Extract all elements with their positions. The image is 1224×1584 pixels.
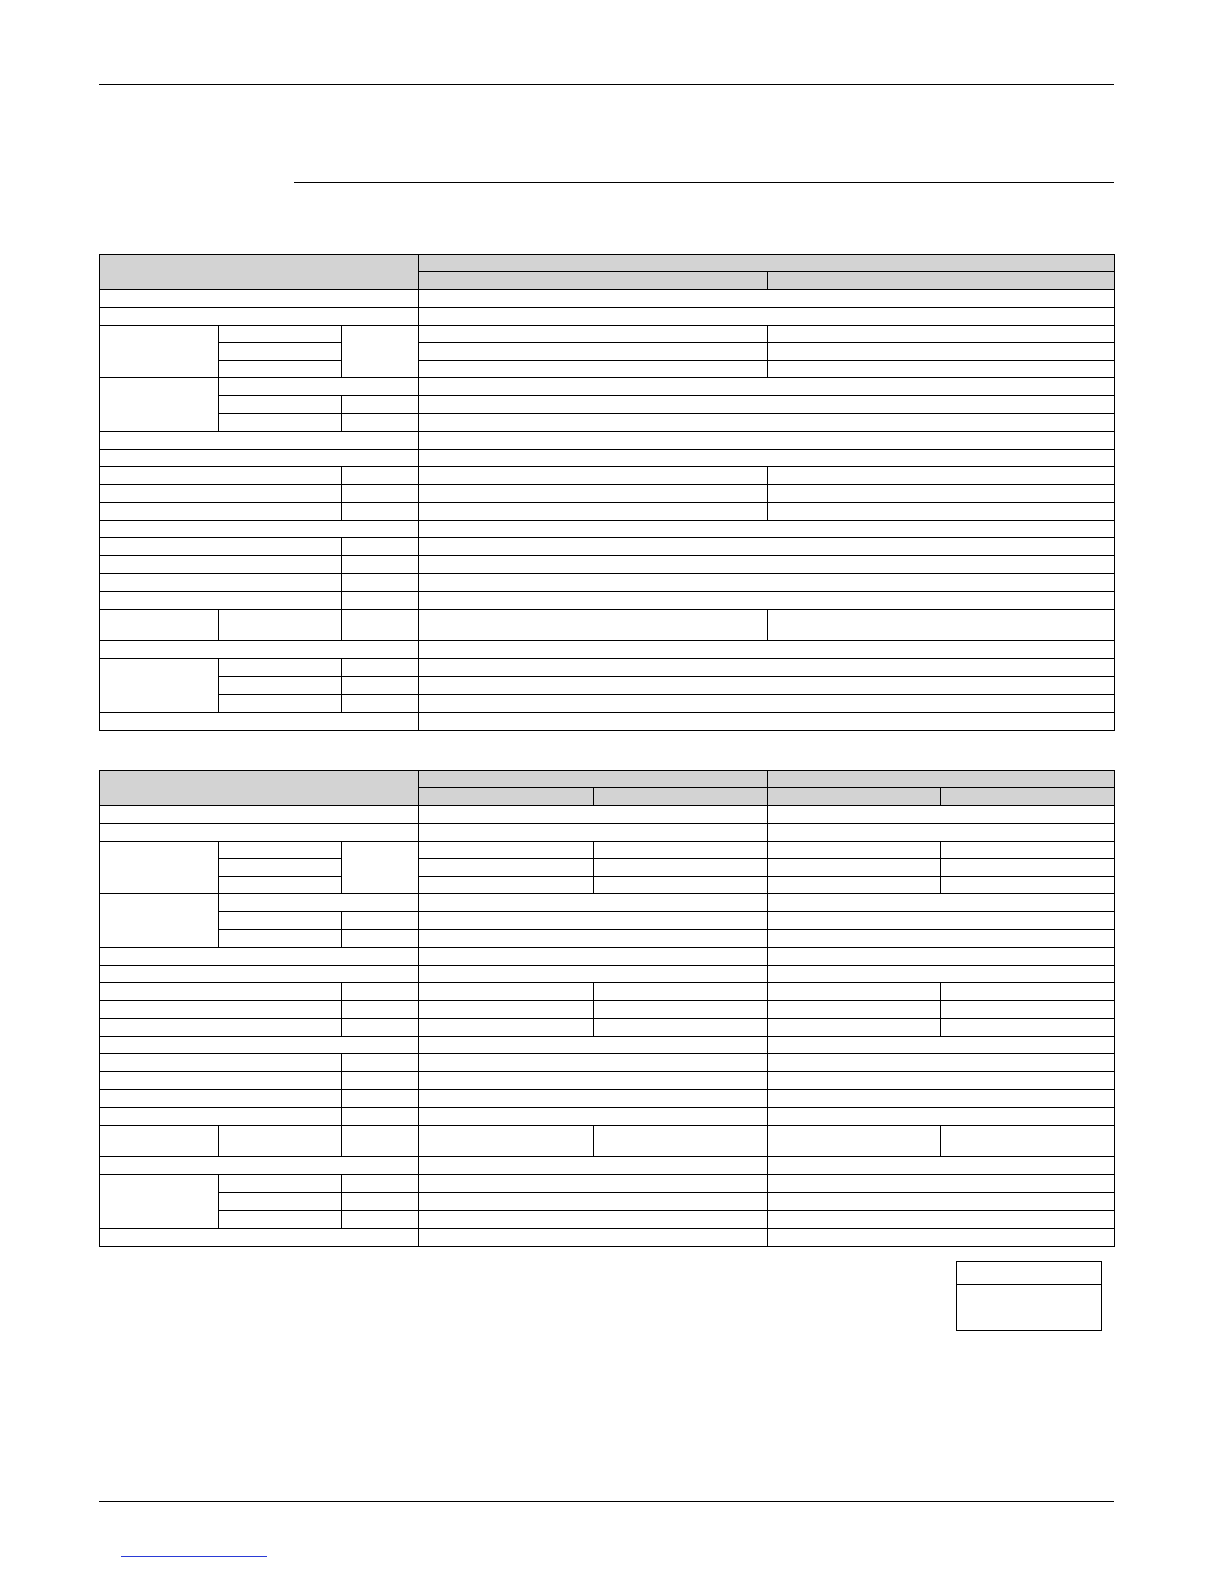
value-cell bbox=[418, 1071, 768, 1090]
sub-label-cell bbox=[218, 395, 342, 414]
value-cell bbox=[767, 965, 1115, 983]
sub-label-cell bbox=[218, 609, 342, 641]
value-cell bbox=[767, 858, 941, 877]
value-cell bbox=[418, 555, 1115, 574]
group-label-cell bbox=[99, 893, 219, 948]
header-sub-cell bbox=[767, 271, 1115, 290]
value-cell bbox=[418, 658, 1115, 677]
header-group-cell bbox=[418, 254, 1115, 272]
value-cell bbox=[418, 1036, 768, 1054]
value-cell bbox=[767, 841, 941, 859]
header-sub-cell bbox=[418, 271, 768, 290]
label-cell bbox=[99, 823, 419, 842]
group-label-cell bbox=[99, 658, 219, 713]
header-sub-cell bbox=[940, 787, 1115, 806]
sub-label-cell bbox=[218, 676, 342, 695]
spec-table-b bbox=[99, 770, 1114, 1246]
header-sub-cell bbox=[767, 787, 941, 806]
sub-label-cell bbox=[218, 929, 342, 948]
value-cell bbox=[940, 858, 1115, 877]
unit-cell bbox=[341, 1192, 419, 1211]
sub-label-cell bbox=[218, 342, 342, 361]
sub-label-cell bbox=[218, 911, 342, 930]
sub-label-cell bbox=[218, 1125, 342, 1157]
label-cell bbox=[99, 520, 419, 538]
value-cell bbox=[767, 325, 1115, 343]
sub-label-cell bbox=[218, 1192, 342, 1211]
value-cell bbox=[418, 307, 1115, 326]
sub-label-cell bbox=[218, 658, 342, 677]
sub-label-cell bbox=[218, 1174, 342, 1193]
label-cell bbox=[99, 431, 419, 450]
value-cell bbox=[418, 537, 1115, 556]
unit-cell bbox=[341, 484, 419, 503]
value-cell bbox=[418, 466, 768, 485]
label-cell bbox=[99, 591, 342, 610]
sub-label-cell bbox=[218, 893, 419, 912]
value-cell bbox=[418, 395, 1115, 414]
unit-cell bbox=[341, 1210, 419, 1229]
value-cell bbox=[767, 1192, 1115, 1211]
value-cell bbox=[767, 1156, 1115, 1175]
note-box bbox=[956, 1261, 1102, 1331]
value-cell bbox=[418, 911, 768, 930]
header-group-cell bbox=[418, 770, 768, 788]
footer-link-underline[interactable] bbox=[121, 1556, 267, 1557]
value-cell bbox=[593, 982, 768, 1001]
unit-cell bbox=[341, 911, 419, 930]
value-cell bbox=[940, 876, 1115, 894]
value-cell bbox=[767, 823, 1115, 842]
value-cell bbox=[940, 1000, 1115, 1019]
sub-label-cell bbox=[218, 841, 342, 859]
group-label-cell bbox=[99, 377, 219, 432]
value-cell bbox=[418, 805, 768, 824]
value-cell bbox=[418, 893, 768, 912]
value-cell bbox=[767, 929, 1115, 948]
unit-cell bbox=[341, 694, 419, 713]
value-cell bbox=[767, 1107, 1115, 1126]
unit-cell bbox=[341, 841, 419, 894]
label-cell bbox=[99, 1156, 419, 1175]
value-cell bbox=[418, 502, 768, 521]
spec-table-a bbox=[99, 254, 1114, 730]
value-cell bbox=[593, 1018, 768, 1037]
label-cell bbox=[99, 555, 342, 574]
label-cell bbox=[99, 1125, 219, 1157]
unit-cell bbox=[341, 1089, 419, 1108]
unit-cell bbox=[341, 982, 419, 1001]
label-cell bbox=[99, 1018, 342, 1037]
value-cell bbox=[418, 1228, 768, 1247]
value-cell bbox=[418, 573, 1115, 592]
label-cell bbox=[99, 289, 419, 308]
value-cell bbox=[418, 1018, 594, 1037]
value-cell bbox=[418, 823, 768, 842]
value-cell bbox=[418, 1089, 768, 1108]
label-cell bbox=[99, 609, 219, 641]
value-cell bbox=[767, 1125, 941, 1157]
unit-cell bbox=[341, 502, 419, 521]
value-cell bbox=[767, 1036, 1115, 1054]
label-cell bbox=[99, 712, 419, 731]
value-cell bbox=[940, 841, 1115, 859]
header-label-cell bbox=[99, 254, 419, 290]
label-cell bbox=[99, 537, 342, 556]
label-cell bbox=[99, 1053, 342, 1072]
value-cell bbox=[418, 325, 768, 343]
value-cell bbox=[767, 1089, 1115, 1108]
value-cell bbox=[418, 1210, 768, 1229]
group-label-cell bbox=[99, 325, 219, 378]
value-cell bbox=[767, 1210, 1115, 1229]
value-cell bbox=[418, 484, 768, 503]
value-cell bbox=[418, 431, 1115, 450]
label-cell bbox=[99, 1228, 419, 1247]
label-cell bbox=[99, 307, 419, 326]
unit-cell bbox=[341, 555, 419, 574]
value-cell bbox=[418, 360, 768, 378]
label-cell bbox=[99, 449, 419, 467]
unit-cell bbox=[341, 658, 419, 677]
value-cell bbox=[418, 947, 768, 966]
value-cell bbox=[593, 876, 768, 894]
value-cell bbox=[418, 520, 1115, 538]
top-rule bbox=[99, 84, 1114, 85]
value-cell bbox=[767, 947, 1115, 966]
label-cell bbox=[99, 1107, 342, 1126]
label-cell bbox=[99, 947, 419, 966]
unit-cell bbox=[341, 537, 419, 556]
unit-cell bbox=[341, 676, 419, 695]
value-cell bbox=[593, 841, 768, 859]
header-group-cell bbox=[767, 770, 1115, 788]
group-label-cell bbox=[99, 1174, 219, 1229]
label-cell bbox=[99, 466, 342, 485]
sub-label-cell bbox=[218, 1210, 342, 1229]
value-cell bbox=[767, 360, 1115, 378]
value-cell bbox=[767, 484, 1115, 503]
header-label-cell bbox=[99, 770, 419, 806]
value-cell bbox=[940, 1018, 1115, 1037]
sub-label-cell bbox=[218, 377, 419, 396]
value-cell bbox=[418, 413, 1115, 432]
value-cell bbox=[418, 1156, 768, 1175]
group-label-cell bbox=[99, 841, 219, 894]
sub-label-cell bbox=[218, 876, 342, 894]
label-cell bbox=[99, 965, 419, 983]
value-cell bbox=[418, 1192, 768, 1211]
label-cell bbox=[99, 573, 342, 592]
value-cell bbox=[767, 1228, 1115, 1247]
value-cell bbox=[767, 466, 1115, 485]
value-cell bbox=[418, 676, 1115, 695]
value-cell bbox=[767, 609, 1115, 641]
unit-cell bbox=[341, 1125, 419, 1157]
value-cell bbox=[418, 377, 1115, 396]
label-cell bbox=[99, 640, 419, 659]
header-sub-cell bbox=[593, 787, 768, 806]
value-cell bbox=[767, 876, 941, 894]
label-cell bbox=[99, 502, 342, 521]
unit-cell bbox=[341, 466, 419, 485]
value-cell bbox=[940, 982, 1115, 1001]
note-box-divider bbox=[957, 1284, 1101, 1285]
value-cell bbox=[418, 694, 1115, 713]
value-cell bbox=[767, 1000, 941, 1019]
value-cell bbox=[940, 1125, 1115, 1157]
value-cell bbox=[418, 609, 768, 641]
value-cell bbox=[418, 1125, 594, 1157]
value-cell bbox=[418, 289, 1115, 308]
unit-cell bbox=[341, 591, 419, 610]
value-cell bbox=[767, 911, 1115, 930]
label-cell bbox=[99, 805, 419, 824]
value-cell bbox=[767, 1018, 941, 1037]
value-cell bbox=[767, 805, 1115, 824]
unit-cell bbox=[341, 929, 419, 948]
unit-cell bbox=[341, 1107, 419, 1126]
unit-cell bbox=[341, 1071, 419, 1090]
value-cell bbox=[418, 841, 594, 859]
label-cell bbox=[99, 1036, 419, 1054]
value-cell bbox=[418, 591, 1115, 610]
value-cell bbox=[418, 640, 1115, 659]
value-cell bbox=[767, 1053, 1115, 1072]
value-cell bbox=[767, 342, 1115, 361]
value-cell bbox=[593, 1125, 768, 1157]
label-cell bbox=[99, 982, 342, 1001]
value-cell bbox=[767, 893, 1115, 912]
label-cell bbox=[99, 1089, 342, 1108]
value-cell bbox=[418, 965, 768, 983]
unit-cell bbox=[341, 573, 419, 592]
unit-cell bbox=[341, 413, 419, 432]
value-cell bbox=[593, 858, 768, 877]
value-cell bbox=[418, 929, 768, 948]
value-cell bbox=[767, 982, 941, 1001]
unit-cell bbox=[341, 325, 419, 378]
sub-label-cell bbox=[218, 858, 342, 877]
value-cell bbox=[418, 1174, 768, 1193]
section-rule bbox=[294, 182, 1114, 183]
header-sub-cell bbox=[418, 787, 594, 806]
value-cell bbox=[418, 449, 1115, 467]
sub-label-cell bbox=[218, 360, 342, 378]
value-cell bbox=[767, 502, 1115, 521]
value-cell bbox=[418, 1000, 594, 1019]
sub-label-cell bbox=[218, 325, 342, 343]
value-cell bbox=[767, 1071, 1115, 1090]
label-cell bbox=[99, 1000, 342, 1019]
label-cell bbox=[99, 484, 342, 503]
unit-cell bbox=[341, 1018, 419, 1037]
value-cell bbox=[418, 858, 594, 877]
unit-cell bbox=[341, 1174, 419, 1193]
unit-cell bbox=[341, 1000, 419, 1019]
value-cell bbox=[418, 1107, 768, 1126]
bottom-rule bbox=[99, 1501, 1114, 1502]
value-cell bbox=[418, 342, 768, 361]
unit-cell bbox=[341, 1053, 419, 1072]
value-cell bbox=[767, 1174, 1115, 1193]
value-cell bbox=[418, 876, 594, 894]
value-cell bbox=[418, 1053, 768, 1072]
sub-label-cell bbox=[218, 694, 342, 713]
unit-cell bbox=[341, 609, 419, 641]
sub-label-cell bbox=[218, 413, 342, 432]
unit-cell bbox=[341, 395, 419, 414]
value-cell bbox=[418, 712, 1115, 731]
value-cell bbox=[418, 982, 594, 1001]
value-cell bbox=[593, 1000, 768, 1019]
label-cell bbox=[99, 1071, 342, 1090]
